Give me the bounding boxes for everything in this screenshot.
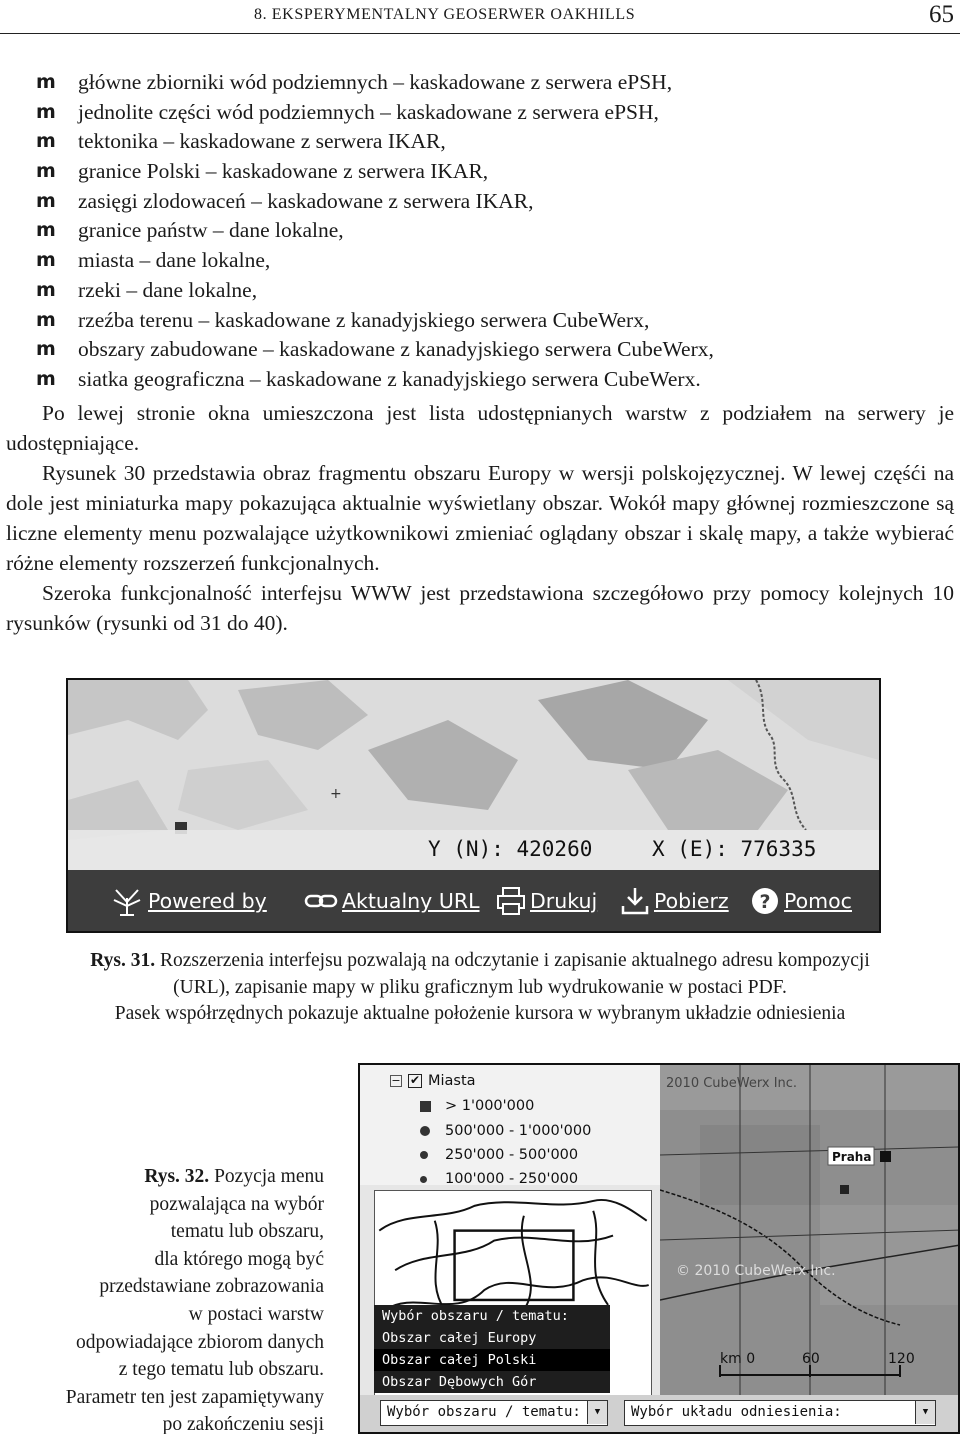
chain-link-icon <box>304 886 338 916</box>
collapse-icon[interactable]: − <box>391 1074 401 1087</box>
square-symbol-icon <box>420 1101 431 1112</box>
bullet-icon: m <box>36 308 56 331</box>
list-item: m jednolite części wód podziemnych – kaskadowane z serwera ePSH, <box>0 98 960 128</box>
plant-icon <box>110 886 144 916</box>
list-item: m główne zbiorniki wód podziemnych – kaskadowane z serwera ePSH, <box>0 68 960 98</box>
paragraph: Szeroka funkcjonalność interfejsu WWW jest przedstawiona szczegółowo przy pomocy kolejnych 10 rysunków (rysunki od 31 do 40). <box>6 581 954 635</box>
map-watermark: 2010 CubeWerx Inc. <box>666 1076 798 1091</box>
city-label: Praha <box>832 1150 872 1164</box>
download-link[interactable]: Pobierz <box>620 884 729 918</box>
area-dropdown-menu <box>374 1305 610 1393</box>
coord-y-readout: Y (N): 420260 <box>428 837 593 861</box>
layer-class-row: 100'000 - 250'000 <box>420 1168 578 1190</box>
svg-text:?: ? <box>759 891 771 913</box>
list-item: m obszary zabudowane – kaskadowane z kanadyjskiego serwera CubeWerx, <box>0 335 960 365</box>
list-item: m granice państw – dane lokalne, <box>0 216 960 246</box>
powered-by-link[interactable]: Powered by <box>110 884 267 918</box>
caption-label: Rys. 31. <box>90 950 156 971</box>
bottom-bar <box>360 1395 958 1432</box>
paragraph: Rysunek 30 przedstawia obraz fragmentu obszaru Europy w wersji polskojęzycznej. W lewej częśći na dole jest miniaturka mapy pokazująca aktualnie wyświetlany obszar. Wokół mapy głównej rozmieszczone są liczne elementy menu pozwalające użytkownikowi zmieniać oglądany obszar i skalę mapy, a także wybierać różne elementy rozszerzeń funkcjonalnych. <box>6 461 954 575</box>
bullet-icon: m <box>36 367 56 390</box>
chevron-down-icon[interactable]: ▼ <box>587 1401 607 1424</box>
list-item: m zasięgi zlodowaceń – kaskadowane z serwera IKAR, <box>0 187 960 217</box>
running-title: 8. EKSPERYMENTALNY GEOSERWER OAKHILLS <box>254 6 636 23</box>
running-head <box>0 0 960 34</box>
bullet-icon: m <box>36 71 56 93</box>
printer-icon <box>496 886 526 916</box>
chevron-down-icon[interactable]: ▼ <box>915 1401 935 1424</box>
crs-select[interactable]: Wybór układu odniesienia: ▼ <box>624 1400 936 1426</box>
menu-item-debowe-gory[interactable]: Obszar Dębowych Gór <box>382 1374 537 1390</box>
dot-symbol-icon <box>420 1126 430 1136</box>
menu-item-poland[interactable]: Obszar całej Polski <box>374 1349 610 1371</box>
print-link[interactable]: Drukuj <box>496 884 597 918</box>
coord-x-readout: X (E): 776335 <box>652 837 817 861</box>
help-link[interactable]: ? Pomoc <box>750 884 852 918</box>
extension-toolbar <box>68 870 879 931</box>
list-item: m siatka geograficzna – kaskadowane z kanadyjskiego serwera CubeWerx. <box>0 365 960 395</box>
list-item: m rzeźba terenu – kaskadowane z kanadyjskiego serwera CubeWerx, <box>0 306 960 336</box>
layer-class-row: > 1'000'000 <box>420 1095 534 1117</box>
figure-32-screenshot <box>358 1063 960 1434</box>
bullet-icon: m <box>36 189 56 212</box>
paragraph: Po lewej stronie okna umieszczona jest lista udostępnianych warstw z podziałem na serwery je udostępniające. <box>6 401 954 455</box>
bullet-icon: m <box>36 130 56 153</box>
help-icon <box>750 886 780 916</box>
current-url-link[interactable]: Aktualny URL <box>304 884 480 918</box>
scale-label-120: 120 <box>888 1351 915 1367</box>
layer-tree <box>360 1065 660 1185</box>
layer-list <box>0 68 960 395</box>
list-item: m tektonika – kaskadowane z serwera IKAR, <box>0 127 960 157</box>
figure-32-caption: Rys. 32. Pozycja menu pozwalająca na wybór tematu lub obszaru, dla którego mogą być przedstawiane zobrazowania w postaci warstw odpowiadające zbiorom danych z tego tematu lub obszaru. Parametr ten jest zapamiętywany po zakończeniu sesji <box>65 1166 324 1434</box>
bullet-icon: m <box>36 249 56 272</box>
bullet-icon: m <box>36 278 56 301</box>
dot-symbol-icon <box>420 1176 427 1183</box>
scale-label-60: 60 <box>802 1351 820 1367</box>
list-item: m granice Polski – kaskadowane z serwera IKAR, <box>0 157 960 187</box>
list-item: m rzeki – dane lokalne, <box>0 276 960 306</box>
list-item: m miasta – dane lokalne, <box>0 246 960 276</box>
body-text <box>6 398 954 638</box>
coordinate-bar <box>68 830 879 870</box>
caption-label: Rys. 32. <box>144 1166 210 1187</box>
bullet-icon: m <box>36 338 56 361</box>
menu-item-europe[interactable]: Obszar całej Europy <box>382 1330 537 1346</box>
download-icon <box>620 886 650 916</box>
bullet-icon: m <box>36 219 56 242</box>
bullet-icon: m <box>36 100 56 123</box>
scale-label-0: km 0 <box>720 1351 756 1367</box>
bullet-icon: m <box>36 160 56 183</box>
checked-checkbox-icon[interactable]: ✔ <box>409 1073 421 1087</box>
area-select[interactable]: Wybór obszaru / tematu: ▼ <box>380 1400 608 1426</box>
main-map <box>660 1065 960 1395</box>
dot-symbol-icon <box>420 1151 428 1159</box>
menu-header: Wybór obszaru / tematu: <box>382 1308 569 1324</box>
layer-group-row[interactable]: − ✔ Miasta <box>391 1073 476 1089</box>
layer-class-row: 250'000 - 500'000 <box>420 1144 578 1166</box>
svg-text:+: + <box>330 786 342 802</box>
page-number: 65 <box>929 1 954 28</box>
layer-class-row: 500'000 - 1'000'000 <box>420 1120 591 1142</box>
figure-31-screenshot <box>66 678 881 933</box>
map-watermark: © 2010 CubeWerx Inc. <box>676 1263 836 1279</box>
figure-31-caption: Rys. 31. Rozszerzenia interfejsu pozwalają na odczytanie i zapisanie aktualnego adresu kompozycji (URL), zapisanie mapy w pliku graficznym lub wydrukowanie w postaci PDF. Pasek współrzędnych pokazuje aktualne położenie kursora w wybranym układzie odniesienia <box>90 950 870 1024</box>
